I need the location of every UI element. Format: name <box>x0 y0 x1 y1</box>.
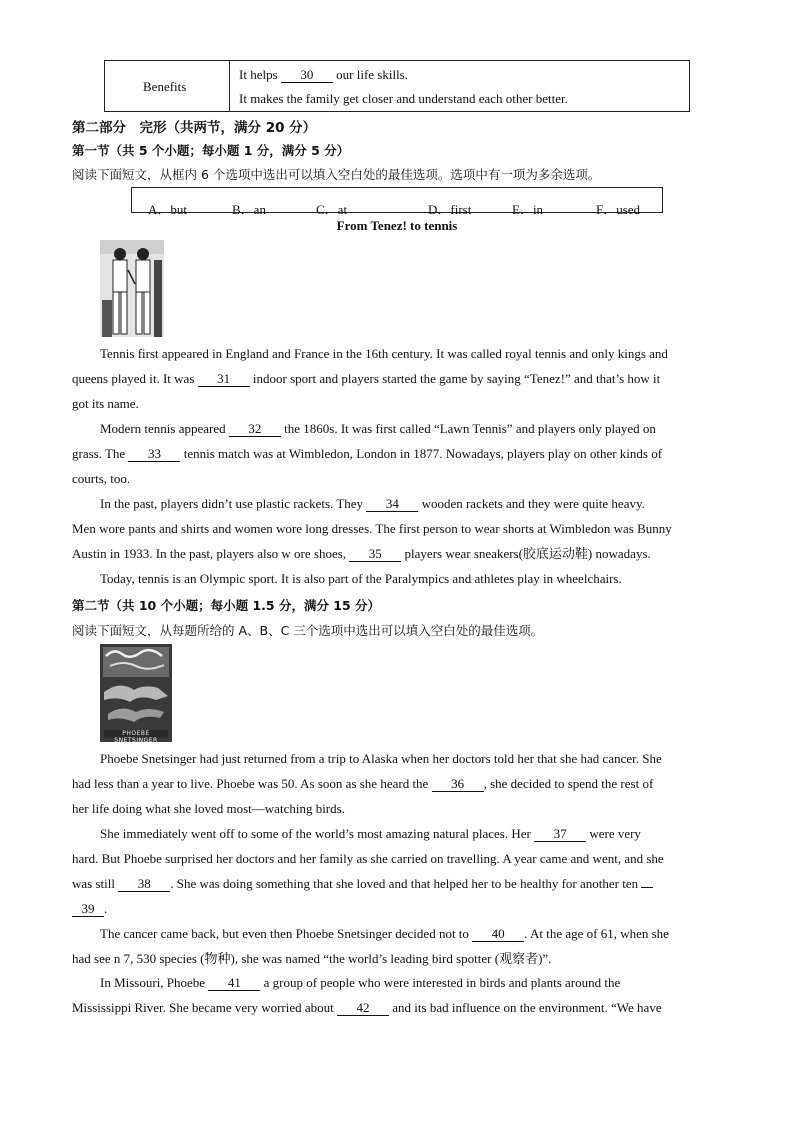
blank-36[interactable]: 36 <box>432 777 484 792</box>
p1-line-1: Tennis first appeared in England and France in the 16th century. It was called royal tennis and only kings and <box>100 346 668 361</box>
section2-heading: 第二节（共 10 个小题；每小题 1.5 分，满分 15 分） <box>72 598 381 613</box>
p1-line-3: got its name. <box>72 396 139 411</box>
option-a: A．but <box>148 202 188 217</box>
q3-line-1: The cancer came back, but even then Phoebe Snetsinger decided not to 40 . At the age of 61, when she <box>100 926 669 941</box>
benefits-label: Benefits <box>143 79 187 94</box>
section1-instruction: 阅读下面短文，从框内 6 个选项中选出可以填入空白处的最佳选项。选项中有一项为多余选项。 <box>72 167 601 182</box>
blank-33[interactable]: 33 <box>128 447 180 462</box>
blank-39[interactable]: 39 <box>72 902 104 917</box>
passage-title: From Tenez! to tennis <box>336 218 458 233</box>
p3-line-2: Men wore pants and shirts and women wore long dresses. The first person to wear shorts at Wimbledon was Bunny <box>72 521 672 536</box>
p2-line-1: Modern tennis appeared 32 the 1860s. It was first called “Lawn Tennis” and players only played on <box>100 421 656 436</box>
benefits-table <box>104 60 690 112</box>
blank-41[interactable]: 41 <box>208 976 260 991</box>
option-e: E．in <box>512 202 544 217</box>
q3-line-2: had see n 7, 530 species (物种), she was named “the world’s leading bird spotter (观察者)”. <box>72 951 552 966</box>
blank-39-start[interactable] <box>641 887 653 888</box>
p1-line-2: queens played it. It was 31 indoor sport and players started the game by saying “Tenez!” and that’s how it <box>72 371 661 386</box>
book-cover-author: PHOEBE SNETSINGER <box>114 730 158 742</box>
blank-31[interactable]: 31 <box>198 372 250 387</box>
section2-instruction: 阅读下面短文，从每题所给的 A、B、C 三个选项中选出可以填入空白处的最佳选项。 <box>72 623 544 638</box>
option-d: D．first <box>428 202 472 217</box>
p3-line-1: In the past, players didn’t use plastic rackets. They 34 wooden rackets and they were quite heavy. <box>100 496 645 511</box>
blank-42[interactable]: 42 <box>337 1001 389 1016</box>
options-box <box>131 187 663 213</box>
q4-line-1: In Missouri, Phoebe 41 a group of people who were interested in birds and plants around the <box>100 975 621 990</box>
blank-38[interactable]: 38 <box>118 877 170 892</box>
part2-heading: 第二部分 完形（共两节，满分 20 分） <box>72 120 317 136</box>
option-b: B．an <box>232 202 266 217</box>
blank-40[interactable]: 40 <box>472 927 524 942</box>
q2-line-1: She immediately went off to some of the world’s most amazing natural places. Her 37 were very <box>100 826 641 841</box>
q4-line-2: Mississippi River. She became very worried about 42 and its bad influence on the environment. “We have <box>72 1000 662 1015</box>
table-row-1: It helps 30 our life skills. <box>239 67 408 82</box>
section1-heading: 第一节（共 5 个小题；每小题 1 分，满分 5 分） <box>72 143 350 158</box>
blank-32[interactable]: 32 <box>229 422 281 437</box>
p4-line-1: Today, tennis is an Olympic sport. It is also part of the Paralympics and athletes play in wheelchairs. <box>100 571 622 586</box>
q2-line-3: was still 38 . She was doing something that she loved and that helped her to be healthy for another ten <box>72 875 722 893</box>
p3-line-3: Austin in 1933. In the past, players also w ore shoes, 35 players wear sneakers(胶底运动鞋) nowadays. <box>72 546 651 561</box>
blank-34[interactable]: 34 <box>366 497 418 512</box>
q1-line-3: her life doing what she loved most—watching birds. <box>72 801 345 816</box>
p2-line-3: courts, too. <box>72 471 131 486</box>
blank-37[interactable]: 37 <box>534 827 586 842</box>
q1-line-1: Phoebe Snetsinger had just returned from a trip to Alaska when her doctors told her that she had cancer. She <box>100 751 662 766</box>
table-row-2: It makes the family get closer and understand each other better. <box>239 91 568 106</box>
option-f: F．used <box>596 202 641 217</box>
blank-35[interactable]: 35 <box>349 547 401 562</box>
q2-line-4: 39 . <box>72 900 722 918</box>
q1-line-2: had less than a year to live. Phoebe was 50. As soon as she heard the 36 , she decided to spend the rest of <box>72 776 654 791</box>
tennis-players-photo <box>100 240 164 337</box>
q2-line-2: hard. But Phoebe surprised her doctors and her family as she carried on travelling. A year came and went, and she <box>72 851 664 866</box>
book-cover-image <box>100 644 172 742</box>
option-c: C．at <box>316 202 348 217</box>
p2-line-2: grass. The 33 tennis match was at Wimbledon, London in 1877. Nowadays, players play on other kinds of <box>72 446 663 461</box>
table-divider <box>229 61 230 111</box>
blank-30[interactable]: 30 <box>281 68 333 83</box>
